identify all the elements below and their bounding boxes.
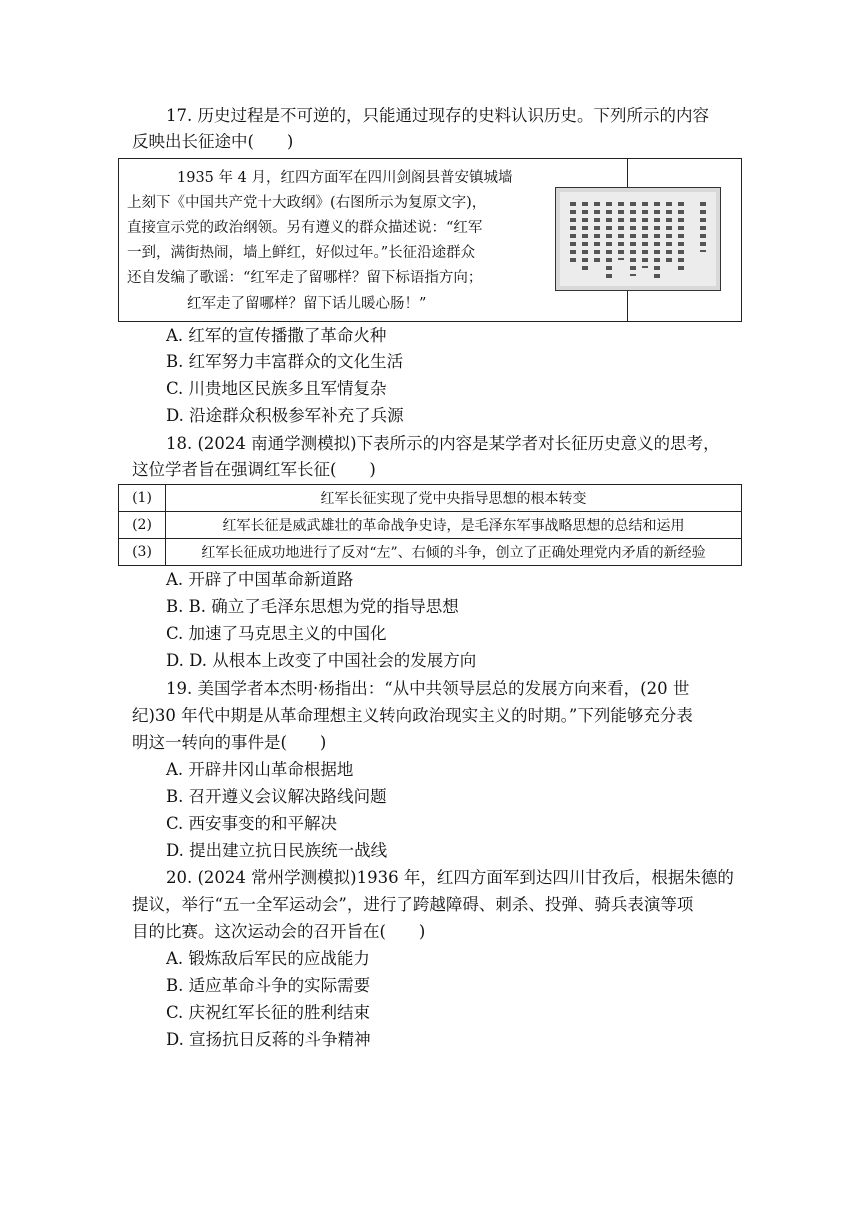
q17-option-b: B. 红军努力丰富群众的文化生活 — [166, 352, 404, 371]
q17-material-line: 上刻下《中国共产党十大政纲》(右图所示为复原文字)， — [127, 195, 487, 211]
table-row-number: (2) — [119, 512, 166, 539]
q19-option-c: C. 西安事变的和平解决 — [166, 814, 338, 833]
table-row-text: 红军长征是威武雄壮的革命战争史诗，是毛泽东军事战略思想的总结和运用 — [166, 512, 742, 539]
q19-option-d: D. 提出建立抗日民族统一战线 — [166, 841, 388, 860]
q20-option-c: C. 庆祝红军长征的胜利结束 — [166, 1003, 371, 1022]
q17-material-line: 一到，满街热闹，墙上鲜红，好似过年。”长征沿途群众 — [127, 245, 476, 261]
table-row — [119, 512, 742, 539]
table-row — [119, 485, 742, 512]
q18-option-d: D. D. 从根本上改变了中国社会的发展方向 — [166, 651, 477, 670]
q19-option-b: B. 召开遵义会议解决路线问题 — [166, 787, 387, 806]
q19-stem-line2: 纪)30 年代中期是从革命理想主义转向政治现实主义的时期。”下列能够充分表 — [132, 706, 693, 725]
q18-stem-line1: 18. (2024 南通学测模拟)下表所示的内容是某学者对长征历史意义的思考， — [166, 434, 720, 453]
q17-stem-line2: 反映出长征途中( ) — [132, 132, 294, 151]
q17-option-c: C. 川贵地区民族多且军情复杂 — [166, 379, 387, 398]
q18-table — [118, 484, 742, 566]
q19-option-a: A. 开辟井冈山革命根据地 — [166, 760, 354, 779]
q18-option-c: C. 加速了马克思主义的中国化 — [166, 624, 387, 643]
q20-option-a: A. 锻炼敌后军民的应战能力 — [166, 949, 370, 968]
q17-material-line: 1935 年 4 月，红四方面军在四川剑阁县普安镇城墙 — [177, 170, 513, 186]
q18-stem-line2: 这位学者旨在强调红军长征( ) — [132, 460, 376, 479]
table-row — [119, 539, 742, 566]
q19-stem-line1: 19. 美国学者本杰明·杨指出：“从中共领导层总的发展方向来看，(20 世 — [166, 679, 690, 698]
q17-option-d: D. 沿途群众积极参军补充了兵源 — [166, 406, 404, 425]
table-row-number: (1) — [119, 485, 166, 512]
table-row-number: (3) — [119, 539, 166, 566]
q17-material-box — [118, 158, 742, 322]
q17-material-line: 还自发编了歌谣：“红军走了留哪样？留下标语指方向； — [127, 270, 483, 286]
q19-stem-line3: 明这一转向的事件是( ) — [132, 733, 327, 752]
q20-stem-line2: 提议，举行“五一全军运动会”，进行了跨越障碍、刺杀、投弹、骑兵表演等项 — [132, 895, 694, 914]
q17-stem-line1: 17. 历史过程是不可逆的，只能通过现存的史料认识历史。下列所示的内容 — [166, 106, 709, 125]
q17-material-line: 直接宣示党的政治纲领。另有遵义的群众描述说：“红军 — [127, 220, 483, 236]
q18-option-b: B. B. 确立了毛泽东思想为党的指导思想 — [166, 597, 459, 616]
table-row-text: 红军长征实现了党中央指导思想的根本转变 — [166, 485, 742, 512]
q20-option-d: D. 宣扬抗日反蒋的斗争精神 — [166, 1030, 371, 1049]
table-row-text: 红军长征成功地进行了反对“左”、右倾的斗争，创立了正确处理党内矛盾的新经验 — [166, 539, 742, 566]
q17-material-line: 红军走了留哪样？留下话儿暖心肠！” — [187, 296, 427, 312]
q20-stem-line1: 20. (2024 常州学测模拟)1936 年，红四方面军到达四川甘孜后，根据朱德的 — [166, 868, 734, 887]
q20-stem-line3: 目的比赛。这次运动会的召开旨在( ) — [132, 922, 426, 941]
q20-option-b: B. 适应革命斗争的实际需要 — [166, 976, 371, 995]
q17-option-a: A. 红军的宣传播撒了革命火种 — [166, 326, 387, 345]
q18-option-a: A. 开辟了中国革命新道路 — [166, 570, 354, 589]
political-program-photo — [555, 187, 721, 291]
